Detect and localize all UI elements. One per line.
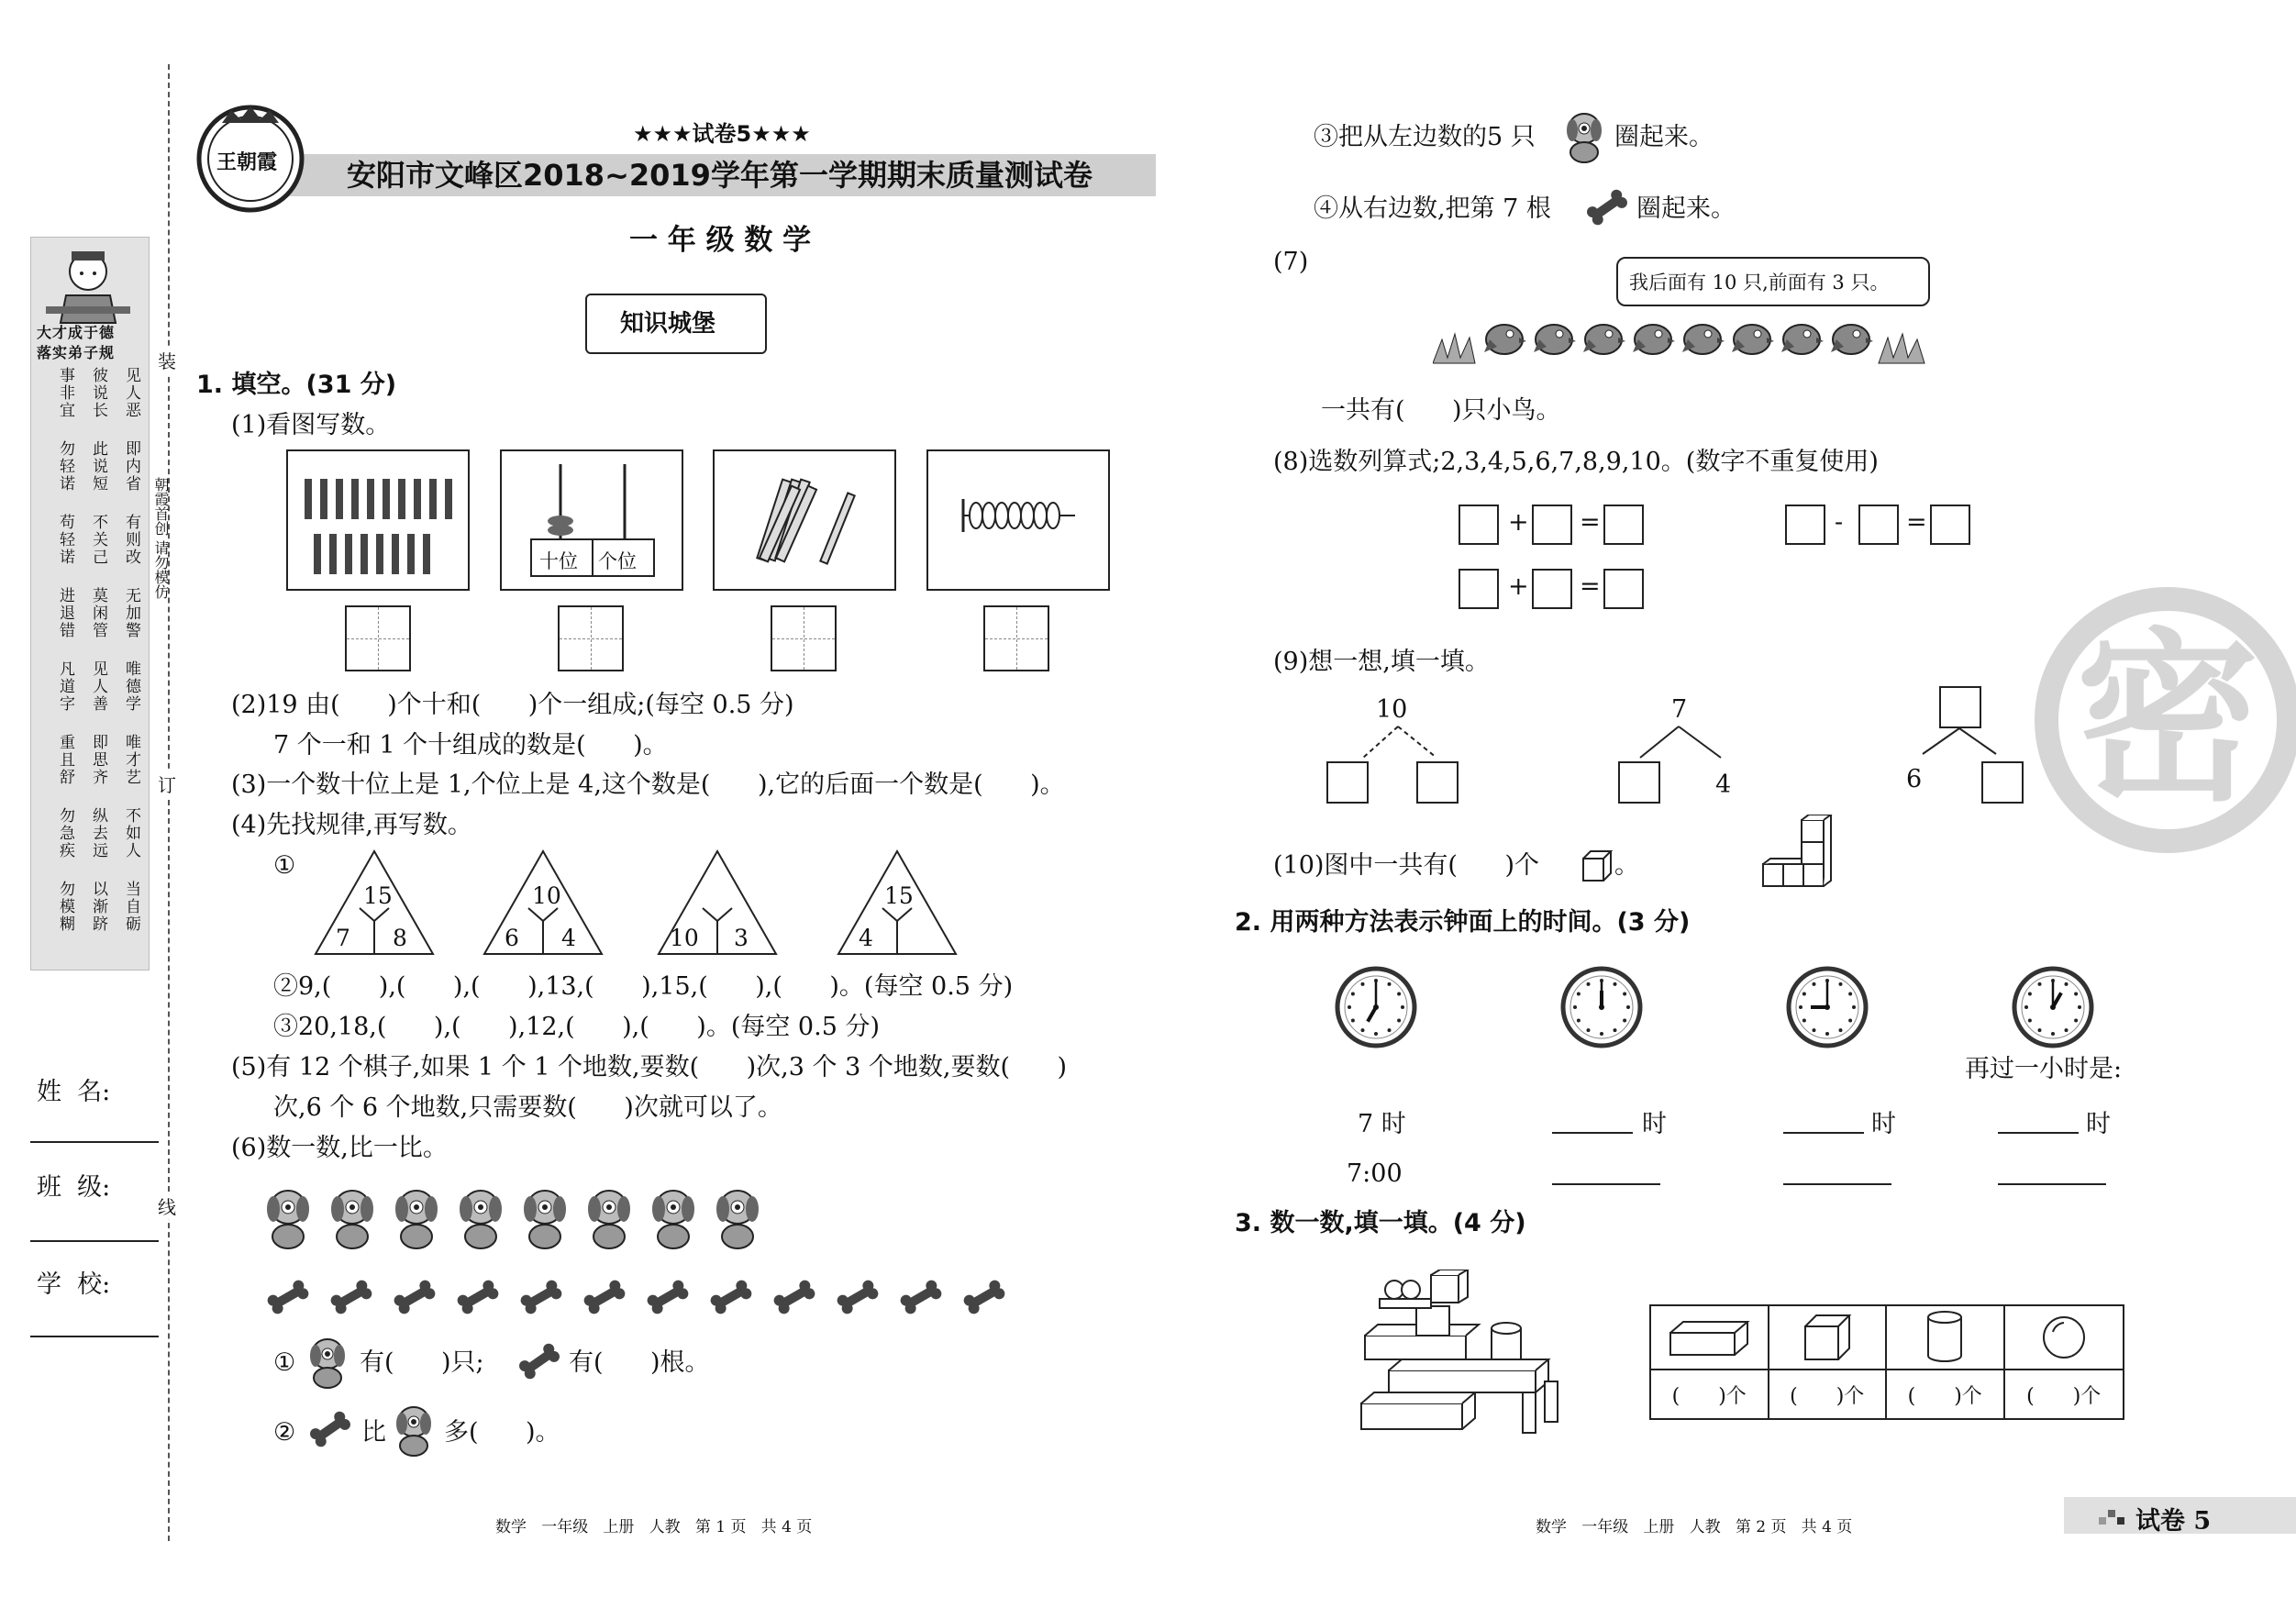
answer-box-1[interactable] [345,605,411,671]
bone-icon [392,1278,437,1315]
ones-label: 个位 [598,550,637,572]
proverb: 不如人 [122,807,140,859]
time-row2-1: 7:00 [1347,1159,1403,1188]
bird-row [1433,303,1928,367]
cube-count[interactable]: ( )个 [1769,1370,1888,1418]
eq3-box-b[interactable] [1532,569,1572,609]
time-blank-4[interactable] [1552,1183,1660,1185]
bond2-box-left[interactable] [1618,761,1660,804]
time-row1-1: 7 时 [1358,1110,1406,1138]
puppy-icon [395,1191,438,1248]
puppy-icon [588,1191,630,1248]
proverb: 有则改 [122,514,140,566]
q1-2b: 7 个一和 1 个十组成的数是( )。 [273,731,668,760]
tens-label: 十位 [539,550,578,572]
cube-icon [1769,1306,1888,1370]
bond3-left: 6 [1906,765,1923,793]
q2-title: 2. 用两种方法表示钟面上的时间。(3 分) [1235,908,1691,937]
proverb: 即思齐 [89,734,107,786]
eq2-box-a[interactable] [1785,505,1825,545]
proverb: 彼说长 [89,367,107,419]
class-field[interactable] [30,1240,159,1242]
q1-5a: (5)有 12 个棋子,如果 1 个 1 个地数,要数( )次,3 个 3 个地数,要数( ) [231,1053,1068,1081]
block-building [1352,1270,1583,1435]
picture-bundle [713,449,896,591]
stamp-text: 密 [2075,613,2259,826]
proverb: 即内省 [122,440,140,493]
class-label: 班 级: [37,1173,111,1202]
clock-icon [1789,969,1866,1046]
grass-icon [1879,334,1924,363]
proverb: 苟轻诺 [56,514,74,566]
proverb: 唯德学 [122,660,140,713]
series-label: ★★★试卷5★★★ [633,121,811,147]
time-blank-5[interactable] [1783,1183,1891,1185]
clock-note: 再过一小时是: [1965,1055,2123,1083]
eq3-box-c[interactable] [1603,569,1644,609]
bone-icon [1583,189,1631,226]
grass-icon [1433,334,1475,363]
eq3-eq: = [1580,572,1601,601]
binding-mark-3: 线 [158,1192,176,1219]
eq1-box-b[interactable] [1532,505,1572,545]
shape-count-table [1649,1304,2124,1420]
corner-dots [2099,1508,2128,1526]
q7-label: (7) [1273,248,1309,276]
triangle-2-top: 10 [532,882,561,909]
child-figure [39,240,138,332]
left-footer: 数学 一年级 上册 人教 第 1 页 共 4 页 [495,1518,813,1536]
eq1-box-c[interactable] [1603,505,1644,545]
bone-icon [328,1278,373,1315]
puppy-icon [267,1191,309,1248]
bone-icon [961,1278,1006,1315]
answer-box-4[interactable] [983,605,1049,671]
eq2-minus: - [1835,508,1844,537]
logo-text: 王朝霞 [216,150,278,174]
proverb: 勿轻诺 [56,440,74,493]
q1-4-3: ③20,18,( ),( ),12,( ),( )。(每空 0.5 分) [273,1013,880,1041]
binding-mark-2: 订 [158,771,176,797]
triangle-1-top: 15 [363,882,393,909]
q1-6-2-than: 比 [361,1418,386,1447]
bond3-lines [1912,726,2022,761]
time-row1-2: 时 [1642,1110,1667,1138]
right-footer: 数学 一年级 上册 人教 第 2 页 共 4 页 [1536,1518,1853,1536]
sphere-count[interactable]: ( )个 [2026,1384,2102,1408]
proverb: 勿急疾 [56,807,74,859]
eq2-eq: = [1906,508,1927,537]
answer-box-3[interactable] [771,605,837,671]
triangle-3-left: 10 [670,925,699,951]
bone-icon [708,1278,753,1315]
bird-icon [1781,325,1824,354]
bone-icon [898,1278,943,1315]
puppy-row [261,1181,783,1255]
q1-4: (4)先找规律,再写数。 [231,811,472,839]
proverb: 莫闲管 [89,587,107,639]
school-label: 学 校: [37,1270,111,1299]
puppy-icon [652,1191,694,1248]
bone-icon [455,1278,500,1315]
q10: (10)图中一共有( )个 [1273,851,1539,880]
q1-title: 1. 填空。(31 分) [196,371,397,399]
q1-6-2-more: 多( )。 [444,1418,560,1447]
subject-title: 一 年 级 数 学 [629,224,812,257]
q1-6-1-marker: ① [273,1348,296,1377]
picture-beads [926,449,1110,591]
clock-icon [2014,969,2091,1046]
proverb: 凡道字 [56,660,74,713]
proverb: 此说短 [89,440,107,493]
time-row1-4: 时 [2086,1110,2111,1138]
bone-icon [835,1278,880,1315]
cylinder-count[interactable]: ( )个 [1887,1370,2005,1418]
puppy-icon [716,1191,759,1248]
time-blank-3[interactable] [1998,1132,2079,1134]
proverb: 见人善 [89,660,107,713]
motto-top: 大才成于德 [37,324,116,341]
time-blank-1[interactable] [1552,1132,1633,1134]
bone-icon [582,1278,627,1315]
bird-icon [1831,325,1873,354]
cube-stack [1758,815,1840,892]
motto-bottom: 落实弟子规 [37,344,116,361]
puppy-icon [306,1334,349,1389]
binding-mark-1: 装 [158,347,176,373]
puppy-icon [1563,108,1605,163]
bond2-lines [1629,725,1739,761]
time-row1-3: 时 [1871,1110,1896,1138]
q1-4-1-marker: ① [273,851,296,880]
q1-6-4: ④从右边数,把第 7 根 [1314,194,1551,223]
time-blank-2[interactable] [1783,1132,1864,1134]
proverb: 不关己 [89,514,107,566]
bone-icon [516,1343,563,1380]
triangle-3-right: 3 [734,925,749,951]
proverb: 纵去远 [89,807,107,859]
picture-abacus [500,449,683,591]
answer-box-2[interactable] [558,605,624,671]
eq2-box-b[interactable] [1858,505,1899,545]
triangle-2-left: 6 [505,925,519,951]
corner-label: 试卷 5 [2135,1507,2212,1536]
proverb: 当自砺 [122,881,140,933]
bone-icon [645,1278,690,1315]
bond1-box-right[interactable] [1416,761,1459,804]
binding-line [168,64,170,1541]
cylinder-icon [1887,1306,2005,1370]
q1-5b: 次,6 个 6 个地数,只需要数( )次就可以了。 [273,1093,782,1122]
proverb: 勿模糊 [56,881,74,933]
q1-6-2-marker: ② [273,1418,296,1447]
bond2-right: 4 [1715,771,1732,799]
clocks [1330,963,2110,1055]
q1-6-4b: 圈起来。 [1636,194,1736,223]
eq1-box-a[interactable] [1459,505,1499,545]
puppy-icon [393,1402,435,1457]
eq2-box-c[interactable] [1930,505,1970,545]
q1-1: (1)看图写数。 [231,411,391,439]
confidential-stamp [2035,587,2296,853]
q1-6-1-dogs: 有( )只; [360,1348,484,1377]
exam-title: 安阳市文峰区2018~2019学年第一学期期末质量测试卷 [347,158,1093,193]
proverb: 进退错 [56,587,74,639]
triangle-1-right: 8 [393,925,407,951]
bird-icon [1682,325,1725,354]
q1-6-3: ③把从左边数的5 只 [1314,123,1536,151]
bond2-top: 7 [1671,695,1688,724]
clock-icon [1337,969,1414,1046]
bird-icon [1534,325,1576,354]
q1-6: (6)数一数,比一比。 [231,1134,448,1162]
bond1-box-left[interactable] [1326,761,1369,804]
bone-icon [266,1278,311,1315]
proverb: 无加警 [122,587,140,639]
bond1-lines [1345,725,1464,761]
clock-icon [1563,969,1640,1046]
bone-icon [306,1411,354,1447]
proverb: 唯才艺 [122,734,140,786]
triangle-4-left: 4 [859,925,873,951]
triangle-4-top: 15 [884,882,914,909]
cube-icon [1580,848,1613,884]
q1-4-2: ②9,( ),( ),( ),13,( ),15,( ),( )。(每空 0.5 分) [273,972,1014,1001]
speech-text: 我后面有 10 只,前面有 3 只。 [1629,272,1890,294]
q10-end: 。 [1614,851,1639,880]
eq3-plus: + [1508,572,1529,601]
q8: (8)选数列算式;2,3,4,5,6,7,8,9,10。(数字不重复使用) [1273,448,1879,476]
cuboid-count[interactable]: ( )个 [1651,1370,1769,1418]
bird-icon [1633,325,1675,354]
q9: (9)想一想,填一填。 [1273,648,1490,676]
q7-answer: 一共有( )只小鸟。 [1321,396,1561,425]
sphere-icon [2005,1306,2124,1370]
proverb: 重且舒 [56,734,74,786]
eq1-eq: = [1580,508,1601,537]
name-label: 姓 名: [37,1078,111,1106]
name-field[interactable] [30,1141,159,1143]
triangle-1-left: 7 [336,925,350,951]
school-field[interactable] [30,1336,159,1337]
fold-note: 朝霞首创 请勿模仿 [152,477,170,600]
bond3-box-right[interactable] [1981,761,2024,804]
bond3-box-top[interactable] [1939,686,1981,728]
q1-2a: (2)19 由( )个十和( )个一组成;(每空 0.5 分) [231,691,794,719]
puppy-icon [460,1191,502,1248]
bond1-top: 10 [1376,695,1408,724]
picture-sticks [286,449,470,591]
bird-icon [1732,325,1774,354]
triangle-2-right: 4 [561,925,576,951]
q1-6-3b: 圈起来。 [1614,123,1714,151]
bone-icon [771,1278,816,1315]
puppy-icon [331,1191,373,1248]
q1-3: (3)一个数十位上是 1,个位上是 4,这个数是( ),它的后面一个数是( )。 [231,771,1065,799]
eq3-box-a[interactable] [1459,569,1499,609]
q1-6-1-bones: 有( )根。 [569,1348,710,1377]
q3-title: 3. 数一数,填一填。(4 分) [1235,1209,1526,1237]
bone-row [266,1277,1037,1317]
proverb-grid [40,367,139,954]
bone-icon [518,1278,563,1315]
section-banner-text: 知识城堡 [620,310,716,338]
bird-icon [1484,325,1526,354]
cuboid-icon [1651,1306,1769,1370]
bird-icon [1583,325,1625,354]
eq1-plus: + [1508,508,1529,537]
proverb: 以渐跻 [89,881,107,933]
puppy-icon [524,1191,566,1248]
time-blank-6[interactable] [1998,1183,2106,1185]
proverb: 见人恶 [122,367,140,419]
proverb: 事非宜 [56,367,74,419]
